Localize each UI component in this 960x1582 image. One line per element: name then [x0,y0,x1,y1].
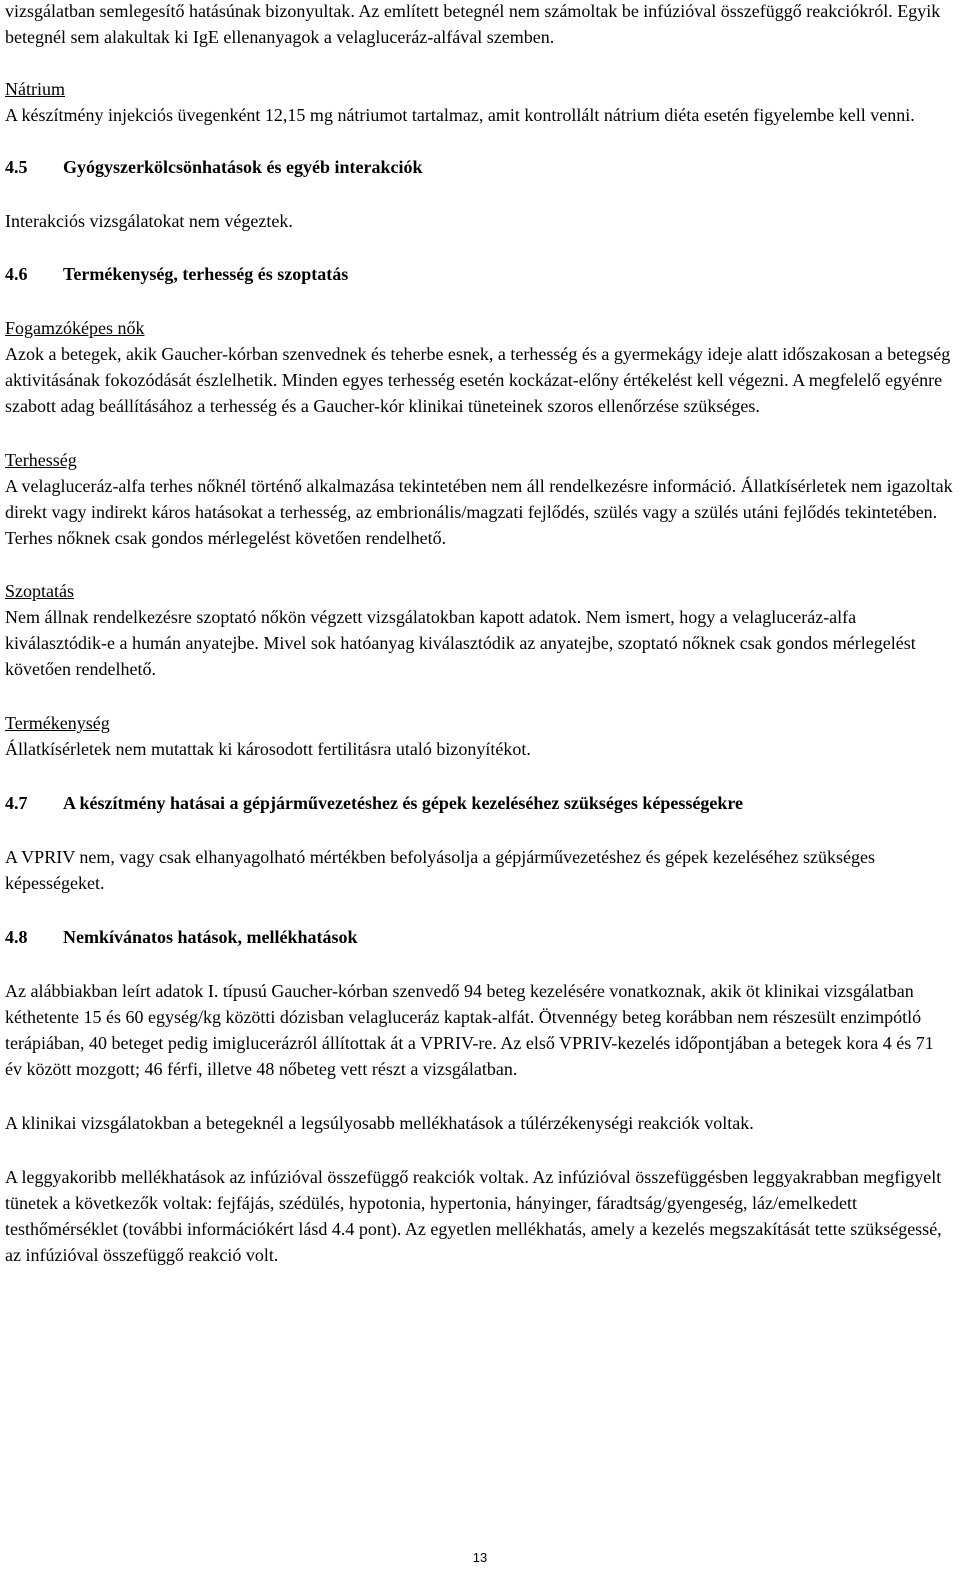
adverse-effects-paragraph-2: A klinikai vizsgálatokban a betegeknél a legsúlyosabb mellékhatások a túlérzékenységi reakciók voltak. [5,1113,754,1133]
subheading-terhesseg: Terhesség [5,450,77,470]
fogamzokepes-paragraph: Azok a betegek, akik Gaucher-kórban szenvednek és teherbe esnek, a terhesség és a gyermekágy ideje alatt időszakosan a betegség aktivitásának fokozódását észlelhetik. Minden egyes terhesség esetén kockázat-előny értékelést kell végezni. A megfelelő egyénre szabott adag beállításához a terhesség és a Gaucher-kór klinikai tüneteinek szoros ellenőrzése szükséges. [5,344,951,416]
section-heading-4-6 [5,261,953,287]
interactions-paragraph: Interakciós vizsgálatokat nem végeztek. [5,211,293,231]
termekenyseg-paragraph: Állatkísérletek nem mutattak ki károsodott fertilitásra utaló bizonyítékot. [5,739,531,759]
section-heading-4-5 [5,154,953,180]
subheading-szoptatas: Szoptatás [5,581,74,601]
section-title: Nemkívánatos hatások, mellékhatások [63,927,358,947]
page-number: 13 [472,1550,488,1565]
section-number: 4.8 [5,927,28,947]
adverse-effects-paragraph-3: A leggyakoribb mellékhatások az infúzióval összefüggő reakciók voltak. Az infúzióval összefüggésben leggyakrabban megfigyelt tünetek a következők voltak: fejfájás, szédülés, hypotonia, hypertonia, hányinger, fáradtság/gyengeség, láz/emelkedett testhőmérséklet (további információkért lásd 4.4 pont). Az egyetlen mellékhatás, amely a kezelés megszakítását tette szükségessé, az infúzióval összefüggő reakció volt. [5,1167,942,1265]
section-number: 4.7 [5,793,28,813]
natrium-paragraph: A készítmény injekciós üvegenként 12,15 mg nátriumot tartalmaz, amit kontrollált nátrium diéta esetén figyelembe kell venni. [5,105,915,125]
subheading-fogamzokepes: Fogamzóképes nők [5,318,145,338]
subheading-natrium: Nátrium [5,79,65,99]
section-title: Termékenység, terhesség és szoptatás [63,264,349,284]
document-page [5,0,953,1268]
terhesseg-paragraph: A velagluceráz-alfa terhes nőknél történő alkalmazása tekintetében nem áll rendelkezésre információ. Állatkísérletek nem igazoltak direkt vagy indirekt káros hatásokat a terhesség, az embrionális/magzati fejlődés, szülés vagy a szülés utáni fejlődés tekintetében. Terhes nőknek csak gondos mérlegelést követően rendelhető. [5,476,953,548]
intro-paragraph: vizsgálatban semlegesítő hatásúnak bizonyultak. Az említett betegnél nem számoltak be infúzióval összefüggő reakciókról. Egyik betegnél sem alakultak ki IgE ellenanyagok a velagluceráz-alfával szemben. [5,1,941,47]
section-heading-4-8 [5,924,953,950]
subheading-termekenyseg: Termékenység [5,713,110,733]
section-title: A készítmény hatásai a gépjárművezetéshez és gépek kezeléséhez szükséges képességekre [63,793,744,813]
section-heading-4-7 [5,790,953,816]
section-number: 4.6 [5,264,28,284]
section-title: Gyógyszerkölcsönhatások és egyéb interakciók [63,157,423,177]
adverse-effects-paragraph-1: Az alábbiakban leírt adatok I. típusú Gaucher-kórban szenvedő 94 beteg kezelésére vonatkoznak, akik öt klinikai vizsgálatban kéthetente 15 és 60 egység/kg közötti dózisban velagluceráz kaptak-alfát. Ötvennégy beteg korábban nem részesült enzimpótló terápiában, 40 beteget pedig imiglucerázról állítottak át a VPRIV-re. Az első VPRIV-kezelés időpontjában a betegek kora 4 és 71 év között mozgott; 46 férfi, illetve 48 nőbeteg vett részt a vizsgálatban. [5,981,934,1079]
section-number: 4.5 [5,157,28,177]
szoptatas-paragraph: Nem állnak rendelkezésre szoptató nőkön végzett vizsgálatokban kapott adatok. Nem ismert, hogy a velagluceráz-alfa kiválasztódik-e a humán anyatejbe. Mivel sok hatóanyag kiválasztódik az anyatejbe, szoptató nőknek csak gondos mérlegelést követően rendelhető. [5,607,916,679]
driving-paragraph: A VPRIV nem, vagy csak elhanyagolható mértékben befolyásolja a gépjárművezetéshez és gépek kezeléséhez szükséges képességeket. [5,847,876,893]
